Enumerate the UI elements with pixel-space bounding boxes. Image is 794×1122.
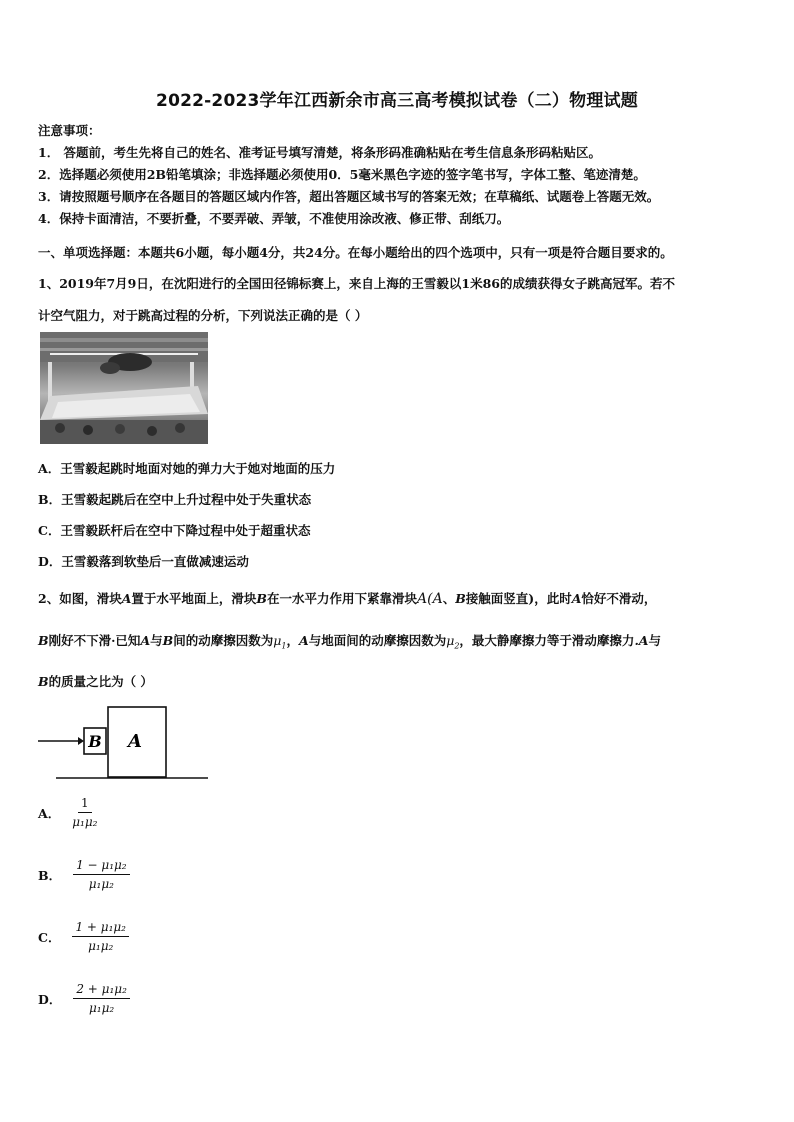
subscript: 2 <box>454 641 460 651</box>
option-label: B． <box>38 867 62 883</box>
fraction-numerator: 1 + μ₁μ₂ <box>72 920 129 937</box>
text: 接触面竖直)，此时 <box>465 591 572 606</box>
text: 与 <box>150 633 163 648</box>
option-fraction <box>72 920 129 953</box>
blocks-diagram <box>38 700 214 784</box>
var-b: B <box>162 633 174 648</box>
question-2-line2 <box>38 631 760 651</box>
text: 置于水平地面上，滑块 <box>131 591 257 606</box>
text: 、 <box>442 591 456 606</box>
block-b-label: B <box>88 732 102 751</box>
question-1-line1: 1、2019年7月9日，在沈阳进行的全国田径锦标赛上，来自上海的王雪毅以1米86的成绩获得女子跳高冠军。若不 <box>38 276 675 291</box>
var-b: B <box>455 591 466 606</box>
fraction-denominator: μ₁μ₂ <box>89 1001 115 1015</box>
option-label: D． <box>38 991 62 1007</box>
q2-option-a <box>38 796 97 829</box>
var-a: A <box>298 633 309 648</box>
option-fraction <box>73 858 130 891</box>
q1-option-b: B．王雪毅起跳后在空中上升过程中处于失重状态 <box>38 492 312 507</box>
text: ，最大静摩擦力等于滑动摩擦力 <box>459 633 635 648</box>
question-1-line2: 计空气阻力，对于跳高过程的分析，下列说法正确的是（ ） <box>38 308 368 323</box>
notice-item: 1． 答题前，考生先将自己的姓名、准考证号填写清楚，将条形码准确粘贴在考生信息条形码粘贴区。 <box>38 145 602 160</box>
fraction-denominator: μ₁μ₂ <box>72 815 98 829</box>
text: 的质量之比为（ ） <box>48 674 153 689</box>
text: 2、如图，滑块 <box>38 591 122 606</box>
q2-option-c <box>38 920 129 953</box>
text: 与地面间的动摩擦因数为 <box>308 633 447 648</box>
q2-option-d <box>38 982 130 1015</box>
var-b: B <box>38 674 49 689</box>
subscript: 1 <box>281 641 287 651</box>
q1-option-a: A．王雪毅起跳时地面对她的弹力大于她对地面的压力 <box>38 461 336 476</box>
text: 间的动摩擦因数为 <box>173 633 274 648</box>
notice-section <box>38 120 758 230</box>
var-a: A <box>140 633 151 648</box>
notice-item: 3．请按照题号顺序在各题目的答题区域内作答，超出答题区域书写的答案无效；在草稿纸、试题卷上答题无效。 <box>38 189 660 204</box>
mu-1 <box>273 633 287 651</box>
text: ， <box>286 633 299 648</box>
fraction-denominator: μ₁μ₂ <box>88 939 114 953</box>
option-fraction <box>73 982 130 1015</box>
var-a: A <box>571 591 582 606</box>
high-jump-photo <box>40 332 208 444</box>
fraction-numerator: 1 − μ₁μ₂ <box>73 858 130 875</box>
page-title: 2022-2023学年江西新余市高三高考模拟试卷（二）物理试题 <box>156 91 638 111</box>
q1-option-d: D．王雪毅落到软垫后一直做减速运动 <box>38 554 249 569</box>
text: 刚好不下滑·已知 <box>48 633 141 648</box>
force-arrow-icon <box>78 737 84 745</box>
option-fraction <box>72 796 97 829</box>
notice-item: 2．选择题必须使用2B铅笔填涂；非选择题必须使用0．5毫米黑色字迹的签字笔书写，字体工整、笔迹清楚。 <box>38 167 646 182</box>
mu-2 <box>446 633 460 651</box>
var-a: A <box>121 591 132 606</box>
var-a: A(A <box>417 591 443 607</box>
section-heading: 一、单项选择题：本题共6小题，每小题4分，共24分。在每小题给出的四个选项中，只有一项是符合题目要求的。 <box>38 245 673 260</box>
fraction-denominator: μ₁μ₂ <box>88 877 114 891</box>
var-a: A <box>638 633 649 648</box>
text: 与 <box>648 633 662 648</box>
notice-heading: 注意事项： <box>38 123 101 138</box>
q1-option-c: C．王雪毅跃杆后在空中下降过程中处于超重状态 <box>38 523 311 538</box>
var-b: B <box>38 633 49 648</box>
var-b: B <box>256 591 267 606</box>
text: 在一水平力作用下紧靠滑块 <box>267 591 418 606</box>
block-a-label: A <box>128 731 142 752</box>
mu-symbol: μ <box>273 633 282 648</box>
question-2-line3 <box>38 672 760 690</box>
text: 恰好不滑动， <box>581 591 657 606</box>
fraction-numerator: 1 <box>78 796 92 813</box>
photo-illustration <box>40 332 208 444</box>
question-1 <box>38 268 760 332</box>
option-label: A． <box>38 805 61 821</box>
question-2-line1 <box>38 589 760 607</box>
mu-symbol: μ <box>446 633 455 648</box>
text: . <box>634 633 639 648</box>
option-label: C． <box>38 929 61 945</box>
q2-option-b <box>38 858 130 891</box>
fraction-numerator: 2 + μ₁μ₂ <box>73 982 130 999</box>
notice-item: 4．保持卡面清洁，不要折叠，不要弄破、弄皱，不准使用涂改液、修正带、刮纸刀。 <box>38 211 510 226</box>
